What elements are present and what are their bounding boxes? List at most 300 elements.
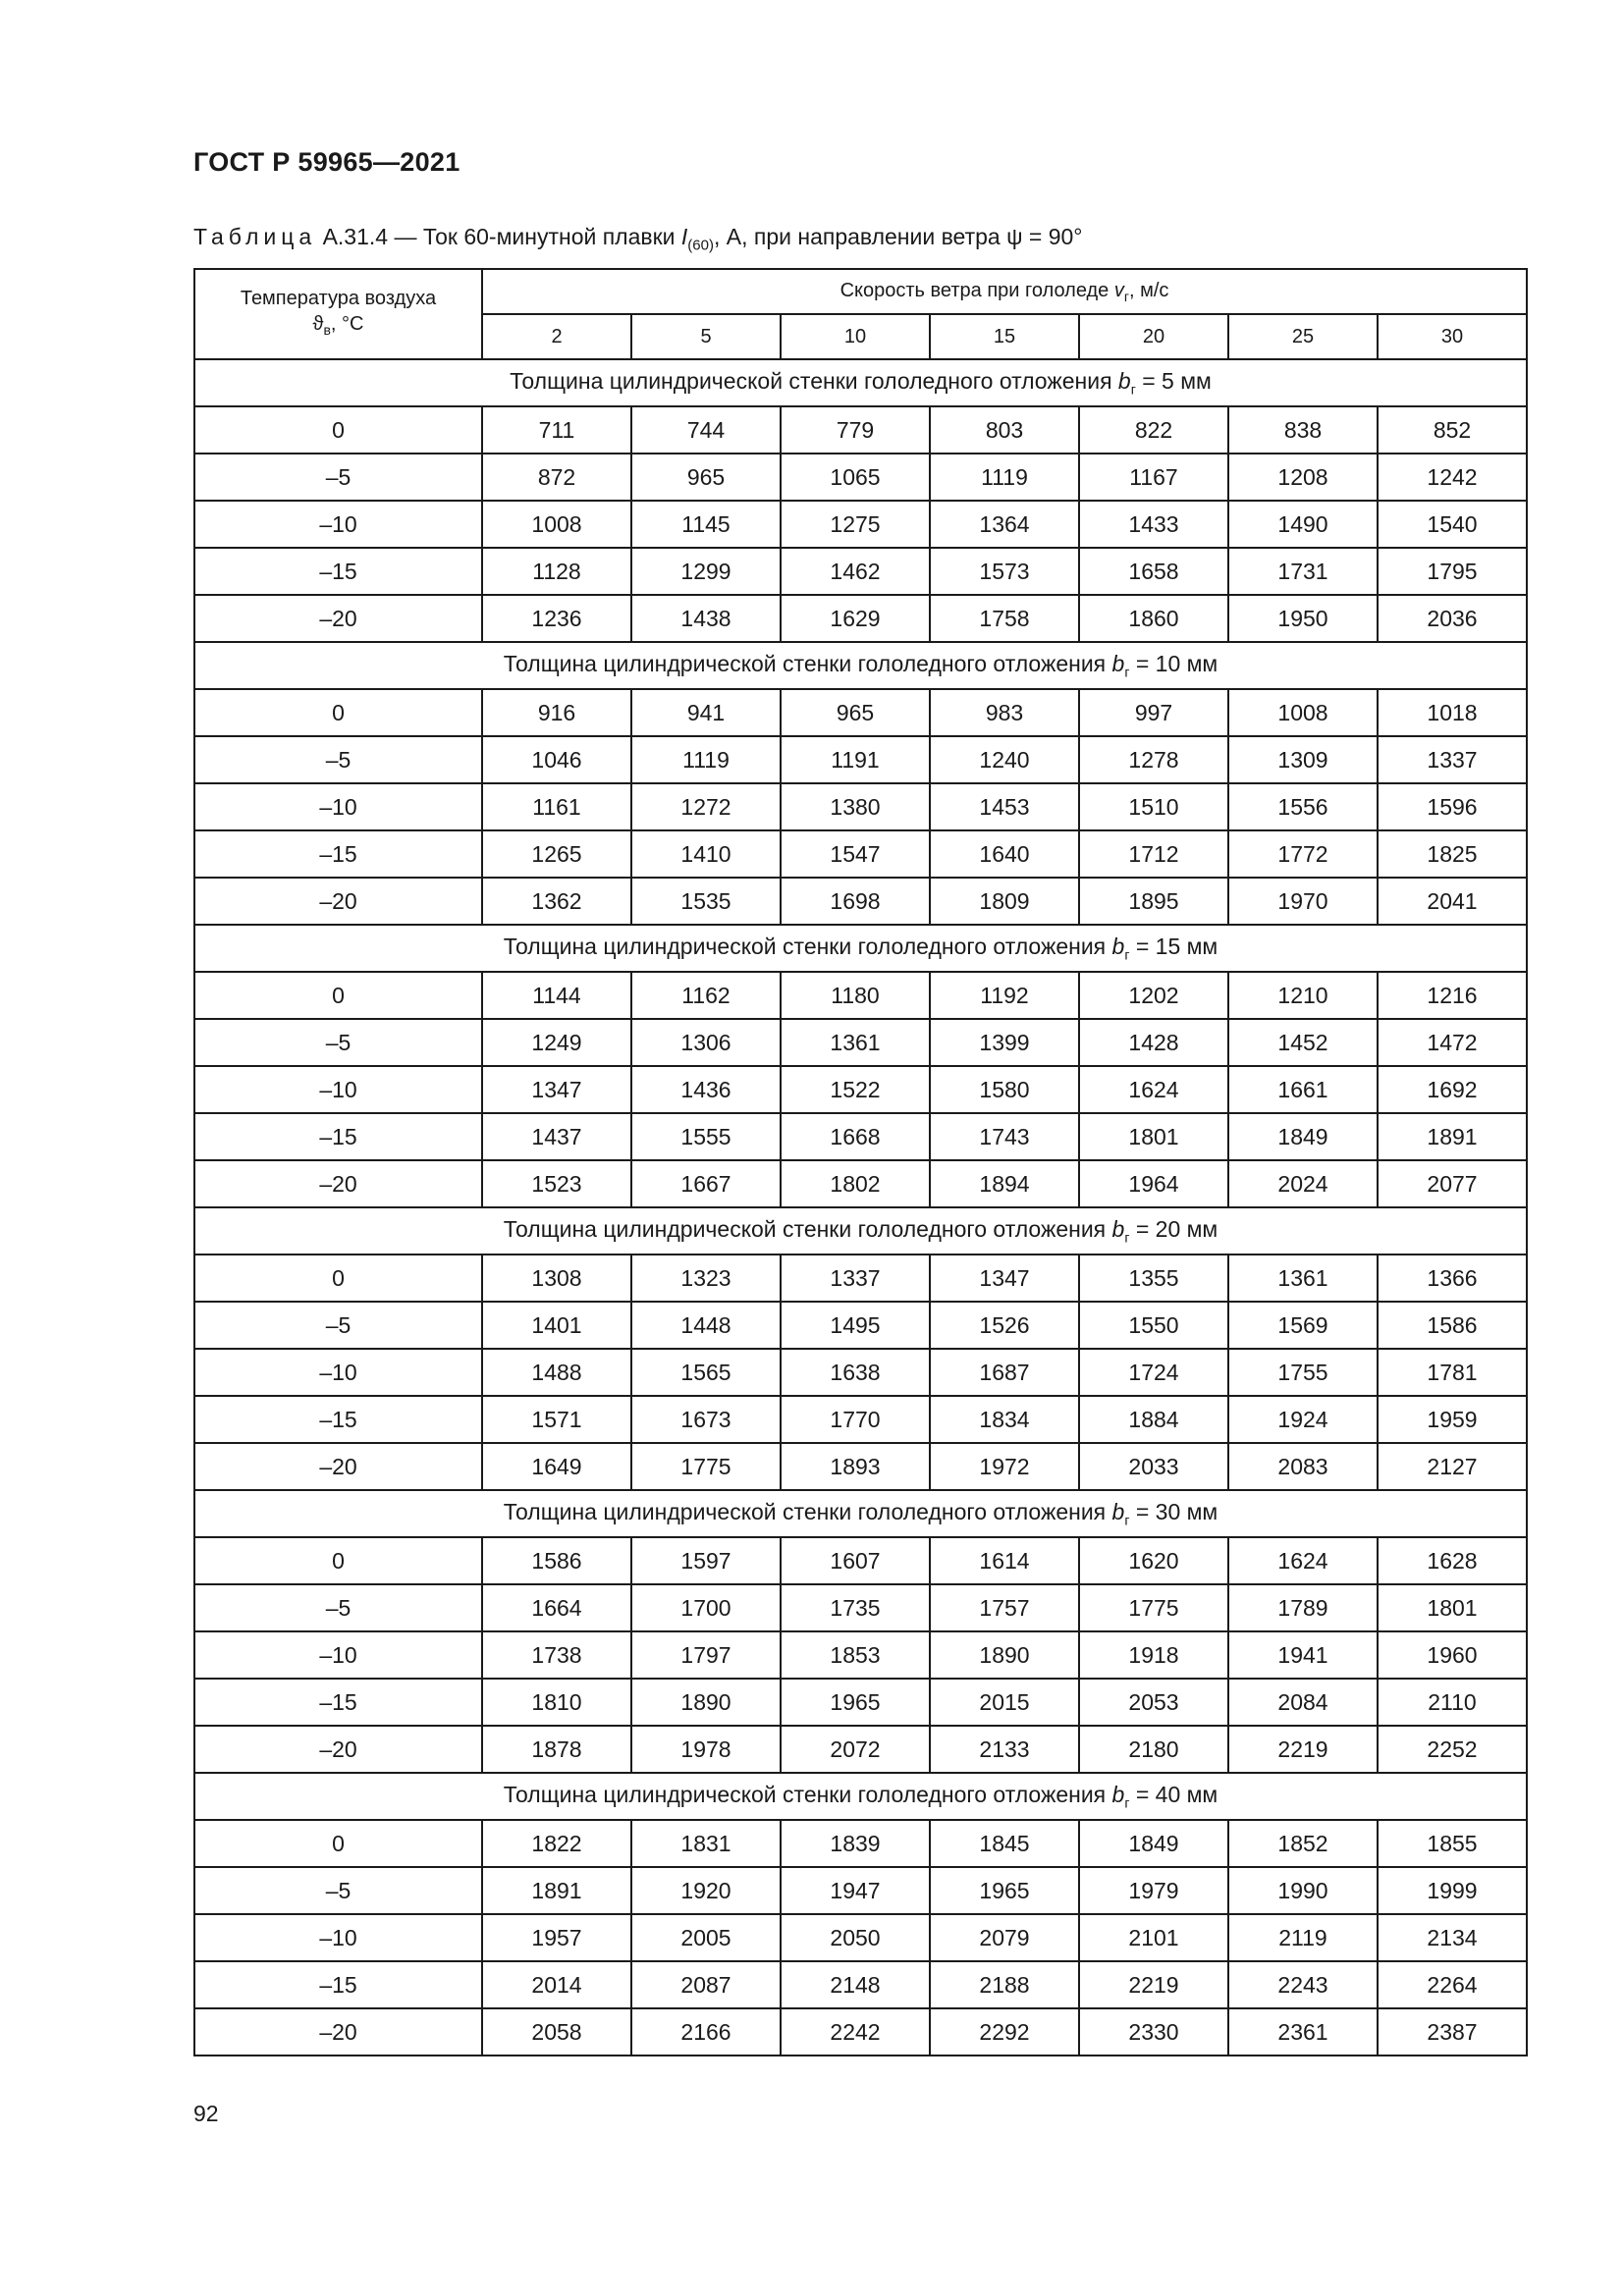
current-value-cell: 1236 — [482, 595, 631, 642]
temperature-header — [194, 269, 482, 359]
current-value-cell: 1242 — [1378, 454, 1527, 501]
table-row — [194, 406, 1527, 454]
temperature-cell: –5 — [194, 1302, 482, 1349]
caption-current-symbol: I — [680, 224, 688, 249]
current-value-cell: 1860 — [1079, 595, 1228, 642]
current-value-cell: 1890 — [631, 1679, 781, 1726]
temperature-header-unit: , °С — [330, 313, 364, 335]
current-value-cell: 1401 — [482, 1302, 631, 1349]
current-value-cell: 1849 — [1228, 1113, 1378, 1160]
table-row — [194, 454, 1527, 501]
current-value-cell: 1362 — [482, 878, 631, 925]
current-value-cell: 1192 — [930, 972, 1079, 1019]
section-title-prefix: Толщина цилиндрической стенки гололедного отложения — [503, 651, 1112, 677]
current-value-cell: 1488 — [482, 1349, 631, 1396]
current-value-cell: 1743 — [930, 1113, 1079, 1160]
current-value-cell: 1772 — [1228, 830, 1378, 878]
current-value-cell: 1607 — [781, 1537, 930, 1584]
current-value-cell: 1795 — [1378, 548, 1527, 595]
current-value-cell: 1834 — [930, 1396, 1079, 1443]
wind-speed-column-header: 25 — [1228, 314, 1378, 359]
current-value-cell: 2166 — [631, 2008, 781, 2056]
current-value-cell: 1355 — [1079, 1255, 1228, 1302]
current-value-cell: 1624 — [1228, 1537, 1378, 1584]
temperature-cell: –10 — [194, 501, 482, 548]
current-value-cell: 1167 — [1079, 454, 1228, 501]
section-title — [194, 359, 1527, 406]
wind-speed-header-label: Скорость ветра при гололеде — [839, 279, 1114, 301]
current-value-cell: 1614 — [930, 1537, 1079, 1584]
table-row — [194, 1537, 1527, 1584]
current-value-cell: 1918 — [1079, 1631, 1228, 1679]
current-value-cell: 1884 — [1079, 1396, 1228, 1443]
table-row — [194, 1255, 1527, 1302]
temperature-cell: 0 — [194, 1537, 482, 1584]
current-value-cell: 2133 — [930, 1726, 1079, 1773]
table-row — [194, 595, 1527, 642]
current-value-cell: 1265 — [482, 830, 631, 878]
section-title-prefix: Толщина цилиндрической стенки гололедного отложения — [503, 1216, 1112, 1243]
table-row — [194, 689, 1527, 736]
temperature-cell: –20 — [194, 2008, 482, 2056]
current-value-cell: 1299 — [631, 548, 781, 595]
current-value-cell: 1638 — [781, 1349, 930, 1396]
current-value-cell: 2243 — [1228, 1961, 1378, 2008]
current-value-cell: 2077 — [1378, 1160, 1527, 1207]
current-value-cell: 1972 — [930, 1443, 1079, 1490]
section-title-value: = 20 мм — [1129, 1216, 1218, 1243]
current-value-cell: 1852 — [1228, 1820, 1378, 1867]
current-value-cell: 1775 — [631, 1443, 781, 1490]
current-value-cell: 1596 — [1378, 783, 1527, 830]
table-row — [194, 736, 1527, 783]
current-value-cell: 1361 — [1228, 1255, 1378, 1302]
current-value-cell: 1399 — [930, 1019, 1079, 1066]
current-value-cell: 1890 — [930, 1631, 1079, 1679]
current-value-cell: 1438 — [631, 595, 781, 642]
current-value-cell: 1941 — [1228, 1631, 1378, 1679]
current-value-cell: 1801 — [1378, 1584, 1527, 1631]
current-value-cell: 1620 — [1079, 1537, 1228, 1584]
temperature-cell: –10 — [194, 1631, 482, 1679]
current-value-cell: 2219 — [1228, 1726, 1378, 1773]
current-value-cell: 1366 — [1378, 1255, 1527, 1302]
table-row — [194, 1396, 1527, 1443]
current-value-cell: 1999 — [1378, 1867, 1527, 1914]
table-row — [194, 783, 1527, 830]
section-title-symbol: b — [1117, 368, 1131, 395]
temperature-cell: 0 — [194, 972, 482, 1019]
table-row — [194, 1914, 1527, 1961]
table-row — [194, 1679, 1527, 1726]
current-value-cell: 1437 — [482, 1113, 631, 1160]
wind-speed-column-header: 2 — [482, 314, 631, 359]
current-value-cell: 1202 — [1079, 972, 1228, 1019]
temperature-cell: –15 — [194, 548, 482, 595]
current-value-cell: 2005 — [631, 1914, 781, 1961]
current-value-cell: 1065 — [781, 454, 930, 501]
current-value-cell: 1161 — [482, 783, 631, 830]
current-value-cell: 1658 — [1079, 548, 1228, 595]
current-value-cell: 1802 — [781, 1160, 930, 1207]
current-value-cell: 1278 — [1079, 736, 1228, 783]
caption-label: Таблица — [193, 224, 317, 249]
table-row — [194, 830, 1527, 878]
current-value-cell: 2058 — [482, 2008, 631, 2056]
caption-current-subscript: (60) — [687, 237, 714, 254]
current-value-cell: 1667 — [631, 1160, 781, 1207]
current-value-cell: 1640 — [930, 830, 1079, 878]
current-value-cell: 2330 — [1079, 2008, 1228, 2056]
section-title-sub: г — [1124, 1512, 1130, 1528]
current-value-cell: 1673 — [631, 1396, 781, 1443]
temperature-cell: –15 — [194, 1961, 482, 2008]
current-value-cell: 1240 — [930, 736, 1079, 783]
table-row — [194, 1113, 1527, 1160]
section-title-value: = 40 мм — [1129, 1782, 1218, 1808]
current-value-cell: 2041 — [1378, 878, 1527, 925]
current-value-cell: 1755 — [1228, 1349, 1378, 1396]
current-value-cell: 1845 — [930, 1820, 1079, 1867]
current-value-cell: 1664 — [482, 1584, 631, 1631]
temperature-cell: –5 — [194, 1019, 482, 1066]
current-value-cell: 2079 — [930, 1914, 1079, 1961]
current-value-cell: 2127 — [1378, 1443, 1527, 1490]
current-value-cell: 1526 — [930, 1302, 1079, 1349]
table-row — [194, 501, 1527, 548]
temperature-cell: –5 — [194, 454, 482, 501]
temperature-cell: –20 — [194, 1160, 482, 1207]
current-value-cell: 1624 — [1079, 1066, 1228, 1113]
temperature-cell: –10 — [194, 1349, 482, 1396]
temperature-cell: –20 — [194, 1443, 482, 1490]
current-value-cell: 1495 — [781, 1302, 930, 1349]
current-value-cell: 2292 — [930, 2008, 1079, 2056]
current-value-cell: 711 — [482, 406, 631, 454]
temperature-cell: 0 — [194, 1255, 482, 1302]
current-value-cell: 1510 — [1079, 783, 1228, 830]
current-value-cell: 1452 — [1228, 1019, 1378, 1066]
current-value-cell: 1891 — [482, 1867, 631, 1914]
table-row — [194, 878, 1527, 925]
section-title-symbol: b — [1111, 1216, 1125, 1243]
current-value-cell: 852 — [1378, 406, 1527, 454]
table-row — [194, 1867, 1527, 1914]
section-title-sub: г — [1124, 1794, 1130, 1811]
current-value-cell: 1970 — [1228, 878, 1378, 925]
current-value-cell: 1337 — [781, 1255, 930, 1302]
section-title — [194, 925, 1527, 972]
current-value-cell: 1323 — [631, 1255, 781, 1302]
current-value-cell: 1891 — [1378, 1113, 1527, 1160]
caption-angle-symbol: ψ — [1006, 224, 1023, 249]
current-value-cell: 1950 — [1228, 595, 1378, 642]
table-row — [194, 1302, 1527, 1349]
current-value-cell: 1770 — [781, 1396, 930, 1443]
temperature-cell: –15 — [194, 830, 482, 878]
current-value-cell: 2024 — [1228, 1160, 1378, 1207]
current-value-cell: 1810 — [482, 1679, 631, 1726]
current-value-cell: 1364 — [930, 501, 1079, 548]
current-value-cell: 1735 — [781, 1584, 930, 1631]
temperature-cell: –15 — [194, 1113, 482, 1160]
temperature-cell: –20 — [194, 1726, 482, 1773]
current-value-cell: 1789 — [1228, 1584, 1378, 1631]
current-value-cell: 1569 — [1228, 1302, 1378, 1349]
current-value-cell: 1119 — [930, 454, 1079, 501]
current-value-cell: 1210 — [1228, 972, 1378, 1019]
current-value-cell: 1831 — [631, 1820, 781, 1867]
current-value-cell: 1965 — [781, 1679, 930, 1726]
current-value-cell: 1008 — [1228, 689, 1378, 736]
wind-speed-column-header: 20 — [1079, 314, 1228, 359]
section-title-sub: г — [1130, 381, 1136, 398]
current-value-cell: 1565 — [631, 1349, 781, 1396]
temperature-cell: –5 — [194, 1584, 482, 1631]
current-value-cell: 1428 — [1079, 1019, 1228, 1066]
section-title-sub: г — [1124, 946, 1130, 963]
caption-unit: , А, при направлении ветра — [713, 224, 1007, 249]
temperature-cell: 0 — [194, 689, 482, 736]
current-value-cell: 1540 — [1378, 501, 1527, 548]
current-value-cell: 1119 — [631, 736, 781, 783]
temperature-cell: 0 — [194, 406, 482, 454]
current-value-cell: 1046 — [482, 736, 631, 783]
current-value-cell: 1964 — [1079, 1160, 1228, 1207]
wind-speed-header-sub: г — [1123, 288, 1129, 304]
current-value-cell: 1535 — [631, 878, 781, 925]
current-value-cell: 1550 — [1079, 1302, 1228, 1349]
current-value-cell: 1712 — [1079, 830, 1228, 878]
current-value-cell: 1586 — [482, 1537, 631, 1584]
table-row — [194, 1066, 1527, 1113]
current-value-cell: 2053 — [1079, 1679, 1228, 1726]
current-value-cell: 1698 — [781, 878, 930, 925]
current-value-cell: 1957 — [482, 1914, 631, 1961]
current-value-cell: 803 — [930, 406, 1079, 454]
current-value-cell: 1924 — [1228, 1396, 1378, 1443]
temperature-cell: 0 — [194, 1820, 482, 1867]
section-row — [194, 1207, 1527, 1255]
current-value-cell: 1309 — [1228, 736, 1378, 783]
current-value-cell: 2148 — [781, 1961, 930, 2008]
current-value-cell: 1410 — [631, 830, 781, 878]
current-value-cell: 1757 — [930, 1584, 1079, 1631]
section-title-prefix: Толщина цилиндрической стенки гололедного отложения — [503, 934, 1112, 960]
temperature-header-sub: в — [323, 322, 331, 338]
current-value-cell: 965 — [781, 689, 930, 736]
current-value-cell: 1758 — [930, 595, 1079, 642]
current-value-cell: 1668 — [781, 1113, 930, 1160]
current-value-cell: 1216 — [1378, 972, 1527, 1019]
current-value-cell: 1959 — [1378, 1396, 1527, 1443]
wind-speed-header-unit: , м/с — [1128, 279, 1169, 301]
current-value-cell: 1436 — [631, 1066, 781, 1113]
current-value-cell: 1855 — [1378, 1820, 1527, 1867]
current-value-cell: 1839 — [781, 1820, 930, 1867]
section-title-symbol: b — [1111, 651, 1125, 677]
current-value-cell: 1990 — [1228, 1867, 1378, 1914]
wind-speed-column-header: 15 — [930, 314, 1079, 359]
table-row — [194, 1584, 1527, 1631]
current-value-cell: 1145 — [631, 501, 781, 548]
section-title-symbol: b — [1111, 1499, 1125, 1525]
current-value-cell: 1586 — [1378, 1302, 1527, 1349]
section-title-prefix: Толщина цилиндрической стенки гололедного отложения — [510, 368, 1118, 395]
current-value-cell: 1523 — [482, 1160, 631, 1207]
current-value-cell: 1191 — [781, 736, 930, 783]
current-value-cell: 2033 — [1079, 1443, 1228, 1490]
document-header: ГОСТ Р 59965—2021 — [193, 147, 460, 177]
current-value-cell: 2110 — [1378, 1679, 1527, 1726]
section-title-sub: г — [1124, 1229, 1130, 1246]
current-value-cell: 2188 — [930, 1961, 1079, 2008]
caption-number: А.31.4 — Ток 60-минутной плавки — [316, 224, 681, 249]
current-value-cell: 1128 — [482, 548, 631, 595]
current-value-cell: 1979 — [1079, 1867, 1228, 1914]
current-value-cell: 1960 — [1378, 1631, 1527, 1679]
section-row — [194, 1773, 1527, 1820]
current-value-cell: 2361 — [1228, 2008, 1378, 2056]
section-title — [194, 1207, 1527, 1255]
current-value-cell: 1580 — [930, 1066, 1079, 1113]
current-value-cell: 1978 — [631, 1726, 781, 1773]
section-title — [194, 1490, 1527, 1537]
current-value-cell: 872 — [482, 454, 631, 501]
section-row — [194, 359, 1527, 406]
current-value-cell: 1380 — [781, 783, 930, 830]
current-value-cell: 1797 — [631, 1631, 781, 1679]
current-value-cell: 2264 — [1378, 1961, 1527, 2008]
current-value-cell: 965 — [631, 454, 781, 501]
current-value-cell: 1920 — [631, 1867, 781, 1914]
page-number: 92 — [193, 2101, 219, 2126]
temperature-cell: –10 — [194, 1066, 482, 1113]
table-row — [194, 1349, 1527, 1396]
current-value-cell: 2087 — [631, 1961, 781, 2008]
current-value-cell: 838 — [1228, 406, 1378, 454]
temperature-cell: –10 — [194, 1914, 482, 1961]
section-title-prefix: Толщина цилиндрической стенки гололедного отложения — [503, 1499, 1112, 1525]
table-row — [194, 972, 1527, 1019]
section-row — [194, 925, 1527, 972]
current-value-cell: 1018 — [1378, 689, 1527, 736]
current-value-cell: 744 — [631, 406, 781, 454]
current-value-cell: 1571 — [482, 1396, 631, 1443]
current-value-cell: 1556 — [1228, 783, 1378, 830]
current-value-cell: 1249 — [482, 1019, 631, 1066]
current-value-cell: 2014 — [482, 1961, 631, 2008]
current-value-cell: 1822 — [482, 1820, 631, 1867]
section-title-value: = 10 мм — [1129, 651, 1218, 677]
current-value-cell: 1878 — [482, 1726, 631, 1773]
current-value-cell: 1893 — [781, 1443, 930, 1490]
caption-angle-value: = 90° — [1022, 224, 1083, 249]
current-value-cell: 2134 — [1378, 1914, 1527, 1961]
table-row — [194, 1631, 1527, 1679]
current-value-cell: 1809 — [930, 878, 1079, 925]
current-value-cell: 1555 — [631, 1113, 781, 1160]
current-value-cell: 2242 — [781, 2008, 930, 2056]
current-value-cell: 1628 — [1378, 1537, 1527, 1584]
current-value-cell: 2083 — [1228, 1443, 1378, 1490]
temperature-header-symbol: ϑ — [312, 313, 324, 335]
current-value-cell: 2050 — [781, 1914, 930, 1961]
current-value-cell: 1462 — [781, 548, 930, 595]
current-value-cell: 1649 — [482, 1443, 631, 1490]
section-title-value: = 5 мм — [1135, 368, 1212, 395]
table-caption — [193, 224, 1083, 254]
table-row — [194, 2008, 1527, 2056]
wind-speed-column-header: 10 — [781, 314, 930, 359]
temperature-cell: –15 — [194, 1679, 482, 1726]
section-title — [194, 642, 1527, 689]
current-value-cell: 1894 — [930, 1160, 1079, 1207]
section-title — [194, 1773, 1527, 1820]
current-value-cell: 1853 — [781, 1631, 930, 1679]
table-body — [194, 359, 1527, 2056]
table-row — [194, 1820, 1527, 1867]
current-value-cell: 1801 — [1079, 1113, 1228, 1160]
temperature-cell: –5 — [194, 736, 482, 783]
current-value-cell: 2072 — [781, 1726, 930, 1773]
current-value-cell: 1738 — [482, 1631, 631, 1679]
section-row — [194, 642, 1527, 689]
section-title-symbol: b — [1111, 1782, 1125, 1808]
current-value-cell: 1947 — [781, 1867, 930, 1914]
current-value-cell: 1208 — [1228, 454, 1378, 501]
current-value-cell: 1453 — [930, 783, 1079, 830]
temperature-cell: –5 — [194, 1867, 482, 1914]
current-value-cell: 1692 — [1378, 1066, 1527, 1113]
wind-speed-header-symbol: v — [1113, 279, 1124, 301]
table-row — [194, 1726, 1527, 1773]
temperature-cell: –15 — [194, 1396, 482, 1443]
table-row — [194, 548, 1527, 595]
current-value-cell: 1180 — [781, 972, 930, 1019]
current-table — [193, 268, 1528, 2056]
current-value-cell: 779 — [781, 406, 930, 454]
table-row — [194, 1160, 1527, 1207]
section-title-value: = 15 мм — [1129, 934, 1218, 960]
current-value-cell: 1825 — [1378, 830, 1527, 878]
current-value-cell: 1597 — [631, 1537, 781, 1584]
table-row — [194, 1961, 1527, 2008]
temperature-cell: –20 — [194, 878, 482, 925]
current-value-cell: 1308 — [482, 1255, 631, 1302]
current-value-cell: 1275 — [781, 501, 930, 548]
header-row-1 — [194, 269, 1527, 314]
current-value-cell: 1472 — [1378, 1019, 1527, 1066]
current-value-cell: 2084 — [1228, 1679, 1378, 1726]
current-value-cell: 2015 — [930, 1679, 1079, 1726]
current-value-cell: 1895 — [1079, 878, 1228, 925]
current-value-cell: 1965 — [930, 1867, 1079, 1914]
current-value-cell: 1629 — [781, 595, 930, 642]
current-value-cell: 1775 — [1079, 1584, 1228, 1631]
temperature-cell: –20 — [194, 595, 482, 642]
current-value-cell: 941 — [631, 689, 781, 736]
wind-speed-header — [482, 269, 1527, 314]
temperature-header-label: Температура воздуха — [240, 288, 437, 309]
wind-speed-column-header: 5 — [631, 314, 781, 359]
current-value-cell: 2101 — [1079, 1914, 1228, 1961]
current-value-cell: 1433 — [1079, 501, 1228, 548]
current-value-cell: 822 — [1079, 406, 1228, 454]
section-title-symbol: b — [1111, 934, 1125, 960]
current-value-cell: 2387 — [1378, 2008, 1527, 2056]
current-value-cell: 916 — [482, 689, 631, 736]
